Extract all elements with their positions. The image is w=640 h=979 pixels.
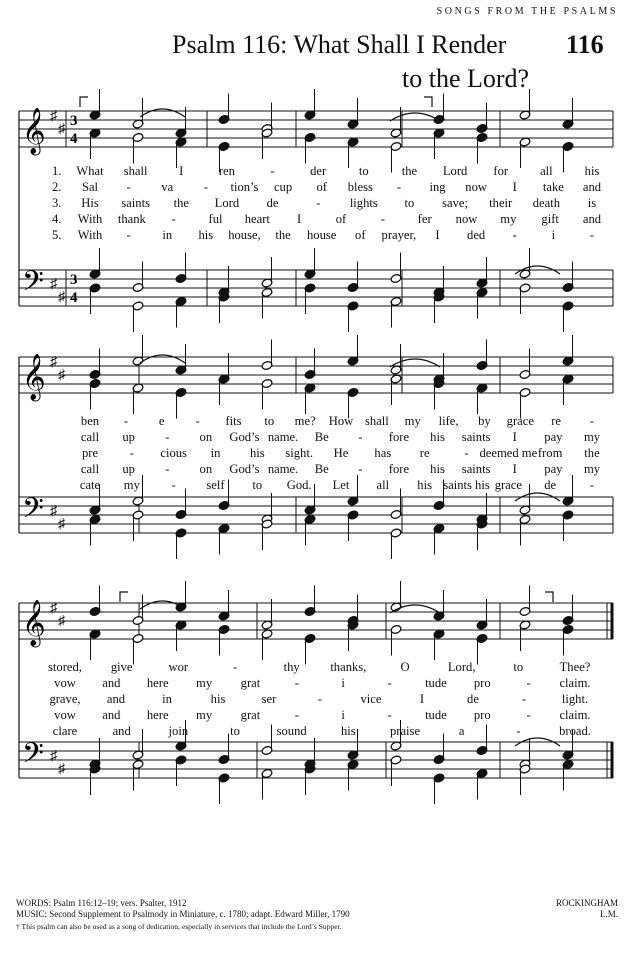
lyric-syllable: thanks, [330,660,367,674]
lyric-syllable: - [171,478,176,492]
lyric-syllable: pre [81,446,99,460]
lyric-syllable: stored, [48,660,82,674]
running-head: SONGS FROM THE PSALMS [436,6,618,17]
lyric-syllable: I [512,462,517,476]
phrase-bracket [120,592,128,602]
lyric-syllable: pro [473,676,491,690]
lyric-syllable: pay [544,430,563,444]
lyric-syllable: Lord [214,196,240,210]
lyric-syllable: - [526,676,531,690]
bass-clef-icon: 𝄢 [22,492,44,532]
lyric-syllable: cate [79,478,101,492]
lyric-syllable: shall [364,414,389,428]
lyric-syllable: saints [461,462,491,476]
lyric-syllable: ben [80,414,100,428]
lyric-syllable: e [158,414,165,428]
lyric-syllable: in [162,692,172,706]
lyric-syllable: de [544,478,557,492]
lyric-syllable: their [489,196,513,210]
lyric-syllable: house [306,228,337,242]
treble-clef-icon: 𝄞 [22,108,46,154]
time-signature-digit: 4 [70,131,78,147]
lyric-syllable: tion’s [230,180,259,194]
lyric-syllable: saints [461,430,491,444]
lyric-syllable: - [126,180,131,194]
lyric-syllable: - [589,228,595,242]
lyric-syllable: saints [121,196,150,210]
lyric-syllable: cup [273,180,293,194]
hymn-number: 116 [566,30,604,59]
bass-clef-icon: 𝄢 [22,265,44,305]
sharp-icon: ♯ [50,277,57,292]
lyric-syllable: pay [544,462,563,476]
lyric-syllable: in [162,228,173,242]
lyric-syllable: and [106,692,126,706]
verse-number: 5. [52,228,62,242]
lyric-syllable: His [81,196,99,210]
lyric-syllable: God’s [229,430,260,444]
verse-number: 2. [52,180,62,194]
lyric-syllable: on [199,430,213,444]
tune-name: ROCKINGHAM [555,898,618,908]
lyric-syllable: to [264,414,275,428]
time-signature-digit: 3 [70,113,78,129]
lyric-syllable: fits [225,414,242,428]
lyric-syllable: give [110,660,133,674]
lyric-syllable: sound [276,724,307,738]
lyric-syllable: claim. [559,708,591,722]
lyric-syllable: - [521,692,527,706]
lyric-syllable: his [210,692,226,706]
sharp-icon: ♯ [50,109,57,124]
treble-clef-icon: 𝄞 [22,600,46,646]
lyric-syllable: to [252,478,263,492]
lyric-syllable: house, [228,228,261,242]
credits-music: MUSIC: Second Supplement to Psalmody in Miniature, c. 1780; adapt. Edward Miller, 1790 [16,909,350,919]
lyric-syllable: call [80,462,100,476]
lyric-syllable: - [165,462,170,476]
verse-number: 1. [52,164,62,178]
lyric-syllable: With [77,212,103,226]
lyric-syllable: i [341,676,345,690]
lyric-syllable: - [195,414,200,428]
lyric-syllable: Thee? [559,660,591,674]
lyric-syllable: my [196,676,213,690]
lyric-syllable: tude [425,708,447,722]
lyric-syllable: thy [283,660,300,674]
lyric-syllable: - [358,430,363,444]
lyric-syllable: his [249,446,265,460]
lyric-syllable: vice [360,692,382,706]
page-title-line-2: to the Lord? [402,64,530,93]
treble-clef-icon: 𝄞 [22,354,46,400]
lyric-syllable: Lord [442,164,468,178]
time-signature-digit: 4 [70,290,78,306]
tune-meter: L.M. [600,909,618,919]
lyric-syllable: and [102,708,121,722]
slur [140,355,185,363]
lyric-syllable: - [387,676,392,690]
lyric-syllable: by [478,414,491,428]
lyric-syllable: i [551,228,556,242]
lyric-syllable: i [341,708,345,722]
lyric-syllable: a [458,724,465,738]
lyric-syllable: re [551,414,562,428]
sharp-icon: ♯ [58,762,65,777]
lyric-syllable: - [270,164,275,178]
lyric-syllable: my [500,212,517,226]
lyric-syllable: the [401,164,418,178]
lyric-syllable: me? [294,414,316,428]
lyric-syllable: - [165,430,170,444]
lyric-syllable: de [467,692,479,706]
lyric-syllable: name. [267,462,299,476]
lyric-syllable: join [168,724,189,738]
lyric-syllable: prayer, [381,228,417,242]
credits-note: † This psalm can also be used as a song of dedication, especially in services that include the Lord’s Supper. [16,922,342,931]
lyric-syllable: on [199,462,213,476]
sharp-icon: ♯ [50,749,57,764]
lyric-syllable: ful [208,212,223,226]
sharp-icon: ♯ [58,368,65,383]
lyric-syllable: God. [286,478,312,492]
lyric-syllable: ded [467,228,486,242]
lyric-syllable: sight. [285,446,313,460]
lyric-syllable: - [232,660,238,674]
phrase-bracket [424,97,432,107]
lyric-syllable: his [417,478,433,492]
lyric-syllable: life, [438,414,459,428]
lyric-syllable: his [340,724,356,738]
lyric-syllable: his [584,164,600,178]
verse-number: 3. [52,196,62,210]
lyric-syllable: in [210,446,221,460]
lyric-syllable: - [464,446,469,460]
lyric-syllable: I [179,164,184,178]
lyric-syllable: Let [332,478,350,492]
lyric-syllable: all [540,164,553,178]
lyric-syllable: and [112,724,131,738]
lyric-syllable: has [374,446,392,460]
lyric-syllable: grat [240,708,261,722]
lyric-syllable: saints his [443,478,490,492]
lyric-syllable: - [358,462,363,476]
lyric-syllable: all [376,478,390,492]
phrase-bracket [80,97,88,107]
lyric-syllable: of [335,212,347,226]
lyric-syllable: up [122,430,135,444]
lyric-syllable: - [589,478,595,492]
lyric-syllable: de [266,196,279,210]
lyric-syllable: gift [541,212,559,226]
lyric-syllable: to [358,164,369,178]
lyric-syllable: my [583,462,601,476]
lyric-syllable: I [297,212,302,226]
lyric-syllable: his [198,228,214,242]
lyric-syllable: What [76,164,104,178]
lyric-syllable: vow [54,676,76,690]
lyric-syllable: self [206,478,225,492]
lyric-syllable: thank [117,212,146,226]
lyric-syllable: save; [442,196,469,210]
lyric-syllable: - [396,180,402,194]
sharp-icon: ♯ [50,504,57,519]
lyric-syllable: - [589,414,595,428]
lyric-syllable: ser [261,692,277,706]
lyric-syllable: grat [240,676,261,690]
sharp-icon: ♯ [58,122,65,137]
lyric-syllable: name. [267,430,299,444]
lyric-syllable: here [146,708,169,722]
lyric-syllable: fer [417,212,432,226]
lyric-syllable: Sal [81,180,99,194]
lyric-syllable: fore [388,462,410,476]
lyric-syllable: my [583,430,601,444]
lyric-syllable: clare [52,724,78,738]
lyric-syllable: the [584,446,600,460]
lyric-syllable: and [582,180,602,194]
lyric-syllable: take [542,180,564,194]
lyric-syllable: to [513,660,524,674]
lyric-syllable: lights [349,196,378,210]
lyric-syllable: to [230,724,240,738]
lyric-syllable: va [161,180,174,194]
lyric-syllable: praise [389,724,421,738]
lyric-syllable: I [435,228,440,242]
sharp-icon: ♯ [58,517,65,532]
lyric-syllable: Be [314,430,329,444]
lyric-syllable: - [316,196,321,210]
lyric-syllable: for [493,164,509,178]
lyric-syllable: How [328,414,354,428]
lyric-syllable: claim. [559,676,591,690]
lyric-syllable: the [275,228,291,242]
sharp-icon: ♯ [50,601,57,616]
lyric-syllable: cious [160,446,187,460]
lyric-syllable: the [173,196,189,210]
page-title: Psalm 116: What Shall I Render [172,30,507,59]
lyric-syllable: of [316,180,327,194]
lyric-syllable: here [146,676,169,690]
lyric-syllable: - [129,446,134,460]
lyric-syllable: - [294,676,299,690]
lyric-syllable: his [430,462,445,476]
lyric-syllable: Be [314,462,329,476]
lyric-syllable: from [537,446,563,460]
lyric-syllable: grave, [49,692,81,706]
lyric-syllable: He [333,446,349,460]
lyric-syllable: my [196,708,213,722]
credits-words: WORDS: Psalm 116:12–19; vers. Psalter, 1912 [16,898,187,908]
bass-clef-icon: 𝄢 [22,737,44,777]
lyric-syllable: is [587,196,597,210]
lyric-syllable: fore [388,430,410,444]
lyric-syllable: With [77,228,103,242]
lyric-syllable: - [171,212,176,226]
phrase-bracket [545,592,553,602]
lyric-syllable: Lord, [447,660,476,674]
lyric-syllable: bless [347,180,373,194]
lyric-syllable: I [512,180,517,194]
lyric-syllable: - [123,414,128,428]
lyric-syllable: God’s [229,462,260,476]
sharp-icon: ♯ [50,355,57,370]
lyric-syllable: shall [123,164,148,178]
sharp-icon: ♯ [58,290,65,305]
lyric-syllable: and [582,212,602,226]
lyric-syllable: heart [244,212,270,226]
lyric-syllable: my [404,414,421,428]
lyric-syllable: der [310,164,327,178]
lyric-syllable: grace [494,478,522,492]
lyric-syllable: and [102,676,121,690]
lyric-syllable: now [465,180,487,194]
lyric-syllable: I [512,430,517,444]
lyric-syllable: - [380,212,385,226]
lyric-syllable: - [294,708,299,722]
lyric-syllable: - [126,228,131,242]
lyric-syllable: vow [54,708,76,722]
lyric-syllable: tude [425,676,447,690]
lyric-syllable: - [203,180,208,194]
lyric-syllable: up [122,462,135,476]
lyric-syllable: ren [218,164,235,178]
lyric-syllable: - [317,692,323,706]
lyric-syllable: death [532,196,560,210]
lyric-syllable: I [419,692,425,706]
lyric-syllable: grace [506,414,534,428]
lyric-syllable: O [400,660,410,674]
verse-number: 4. [52,212,62,226]
lyric-syllable: his [430,430,445,444]
lyric-syllable: - [516,724,521,738]
lyric-syllable: call [80,430,100,444]
lyric-syllable: to [404,196,415,210]
lyric-syllable: - [387,708,392,722]
lyric-syllable: - [526,708,531,722]
lyric-syllable: now [455,212,478,226]
lyric-syllable: pro [473,708,491,722]
time-signature-digit: 3 [70,272,78,288]
lyric-syllable: light. [561,692,589,706]
lyric-syllable: broad. [559,724,591,738]
lyric-syllable: re [419,446,430,460]
slur [140,109,185,117]
lyric-syllable: deemed me [479,446,538,460]
lyric-syllable: my [123,478,140,492]
lyric-syllable: wor [168,660,189,674]
lyric-syllable: - [512,228,517,242]
lyric-syllable: ing [429,180,446,194]
sharp-icon: ♯ [58,614,65,629]
lyric-syllable: of [355,228,366,242]
